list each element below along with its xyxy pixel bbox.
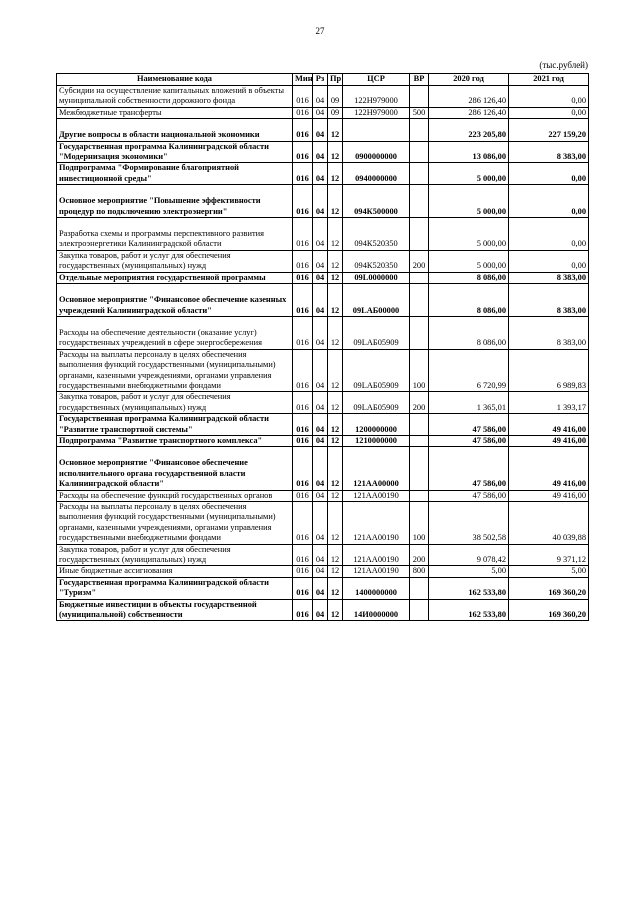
table-row: [57, 392, 589, 414]
cell-vr: [410, 185, 429, 218]
cell-vr: 500: [410, 107, 429, 118]
cell-2021: 49 416,00: [509, 435, 589, 446]
cell-2021: 5,00: [509, 566, 589, 577]
cell-name: Бюджетные инвестиции в объекты государственной (муниципальной) собственности: [57, 599, 293, 621]
table-row: [57, 218, 589, 251]
cell-name: Государственная программа Калининградской области "Модернизация экономики": [57, 141, 293, 163]
cell-csr: 09LАБ05909: [343, 316, 410, 349]
cell-2020: 8 086,00: [429, 316, 509, 349]
cell-min: 016: [293, 316, 313, 349]
table-row: [57, 119, 589, 141]
cell-min: 016: [293, 86, 313, 108]
cell-2020: 162 533,80: [429, 599, 509, 621]
cell-min: 016: [293, 447, 313, 490]
cell-vr: 100: [410, 349, 429, 392]
cell-vr: [410, 272, 429, 283]
cell-pr: 12: [328, 185, 343, 218]
cell-min: 016: [293, 141, 313, 163]
cell-pr: 12: [328, 577, 343, 599]
cell-rz: 04: [313, 349, 328, 392]
cell-pr: 12: [328, 447, 343, 490]
header-min: Мин: [293, 74, 313, 86]
cell-min: 016: [293, 502, 313, 545]
cell-csr: 094К500000: [343, 185, 410, 218]
cell-2020: 13 086,00: [429, 141, 509, 163]
table-row: [57, 316, 589, 349]
cell-pr: 12: [328, 163, 343, 185]
budget-table: [56, 73, 589, 621]
cell-vr: [410, 119, 429, 141]
table-row: [57, 284, 589, 317]
cell-name: Закупка товаров, работ и услуг для обеспечения государственных (муниципальных) нужд: [57, 250, 293, 272]
cell-csr: [343, 119, 410, 141]
cell-2021: 49 416,00: [509, 490, 589, 501]
cell-min: 016: [293, 284, 313, 317]
cell-min: 016: [293, 349, 313, 392]
cell-2021: 0,00: [509, 86, 589, 108]
cell-rz: 04: [313, 86, 328, 108]
cell-pr: 12: [328, 316, 343, 349]
cell-2020: 1 365,01: [429, 392, 509, 414]
cell-name: Основное мероприятие "Финансовое обеспечение исполнительного органа государственной власти Калининградской области": [57, 447, 293, 490]
cell-2020: 5 000,00: [429, 163, 509, 185]
table-row: [57, 185, 589, 218]
cell-name: Расходы на обеспечение функций государственных органов: [57, 490, 293, 501]
cell-vr: [410, 284, 429, 317]
table-row: [57, 414, 589, 436]
cell-name: Государственная программа Калининградской области "Туризм": [57, 577, 293, 599]
table-row: [57, 502, 589, 545]
cell-2020: 5 000,00: [429, 185, 509, 218]
cell-2021: 169 360,20: [509, 577, 589, 599]
cell-name: Основное мероприятие "Финансовое обеспечение казенных учреждений Калининградской области": [57, 284, 293, 317]
cell-vr: [410, 577, 429, 599]
cell-2021: 9 371,12: [509, 544, 589, 566]
cell-rz: 04: [313, 250, 328, 272]
cell-2020: 223 205,80: [429, 119, 509, 141]
cell-rz: 04: [313, 119, 328, 141]
page-number: 27: [315, 26, 325, 36]
cell-csr: 09LАБ05909: [343, 349, 410, 392]
cell-vr: 200: [410, 392, 429, 414]
table-row: [57, 107, 589, 118]
cell-csr: 121АА00000: [343, 447, 410, 490]
header-2021: 2021 год: [509, 74, 589, 86]
cell-min: 016: [293, 119, 313, 141]
cell-pr: 12: [328, 566, 343, 577]
cell-vr: [410, 163, 429, 185]
cell-2021: 227 159,20: [509, 119, 589, 141]
cell-rz: 04: [313, 447, 328, 490]
cell-vr: 800: [410, 566, 429, 577]
cell-2020: 5,00: [429, 566, 509, 577]
table-row: [57, 544, 589, 566]
cell-vr: [410, 435, 429, 446]
cell-pr: 12: [328, 435, 343, 446]
cell-min: 016: [293, 414, 313, 436]
cell-2020: 38 502,58: [429, 502, 509, 545]
cell-min: 016: [293, 599, 313, 621]
cell-csr: 14И0000000: [343, 599, 410, 621]
cell-pr: 12: [328, 284, 343, 317]
cell-rz: 04: [313, 577, 328, 599]
cell-rz: 04: [313, 544, 328, 566]
cell-name: Подпрограмма "Развитие транспортного комплекса": [57, 435, 293, 446]
cell-rz: 04: [313, 566, 328, 577]
cell-csr: 121АА00190: [343, 490, 410, 501]
cell-2020: 5 000,00: [429, 218, 509, 251]
cell-vr: [410, 599, 429, 621]
cell-rz: 04: [313, 218, 328, 251]
cell-csr: 122Н979000: [343, 86, 410, 108]
cell-csr: 1200000000: [343, 414, 410, 436]
cell-2021: 8 383,00: [509, 141, 589, 163]
cell-2020: 9 078,42: [429, 544, 509, 566]
cell-min: 016: [293, 577, 313, 599]
cell-vr: 200: [410, 250, 429, 272]
cell-2020: 8 086,00: [429, 284, 509, 317]
table-row: [57, 490, 589, 501]
header-name: Наименование кода: [57, 74, 293, 86]
cell-csr: 1400000000: [343, 577, 410, 599]
cell-name: Межбюджетные трансферты: [57, 107, 293, 118]
cell-pr: 12: [328, 414, 343, 436]
cell-2021: 0,00: [509, 163, 589, 185]
cell-2021: 0,00: [509, 250, 589, 272]
cell-csr: 122Н979000: [343, 107, 410, 118]
cell-pr: 12: [328, 218, 343, 251]
cell-pr: 12: [328, 544, 343, 566]
units-label: (тыс.рублей): [539, 60, 588, 70]
header-csr: ЦСР: [343, 74, 410, 86]
table-row: [57, 86, 589, 108]
cell-min: 016: [293, 107, 313, 118]
cell-csr: 121АА00190: [343, 566, 410, 577]
cell-pr: 12: [328, 141, 343, 163]
cell-2021: 49 416,00: [509, 447, 589, 490]
cell-name: Расходы на выплаты персоналу в целях обеспечения выполнения функций государственными (муниципальными) органами, казенными учреждениями, органами управления государственными внебюджетными фондами: [57, 502, 293, 545]
cell-2020: 6 720,99: [429, 349, 509, 392]
cell-name: Подпрограмма "Формирование благоприятной инвестиционной среды": [57, 163, 293, 185]
cell-name: Иные бюджетные ассигнования: [57, 566, 293, 577]
cell-rz: 04: [313, 185, 328, 218]
cell-rz: 04: [313, 435, 328, 446]
cell-2020: 5 000,00: [429, 250, 509, 272]
cell-pr: 09: [328, 107, 343, 118]
cell-min: 016: [293, 392, 313, 414]
cell-name: Субсидии на осуществление капитальных вложений в объекты муниципальной собственности дорожного фонда: [57, 86, 293, 108]
header-2020: 2020 год: [429, 74, 509, 86]
cell-2021: 0,00: [509, 185, 589, 218]
cell-rz: 04: [313, 502, 328, 545]
table-row: [57, 349, 589, 392]
cell-2020: 47 586,00: [429, 414, 509, 436]
cell-name: Закупка товаров, работ и услуг для обеспечения государственных (муниципальных) нужд: [57, 544, 293, 566]
cell-2020: 8 086,00: [429, 272, 509, 283]
cell-vr: [410, 447, 429, 490]
cell-rz: 04: [313, 107, 328, 118]
table-row: [57, 435, 589, 446]
cell-2021: 1 393,17: [509, 392, 589, 414]
cell-name: Отдельные мероприятия государственной программы: [57, 272, 293, 283]
table-row: [57, 272, 589, 283]
table-row: [57, 577, 589, 599]
header-vr: ВР: [410, 74, 429, 86]
table-header-row: [57, 74, 589, 86]
cell-min: 016: [293, 250, 313, 272]
cell-2020: 47 586,00: [429, 447, 509, 490]
cell-min: 016: [293, 185, 313, 218]
cell-2020: 47 586,00: [429, 435, 509, 446]
cell-2021: 0,00: [509, 218, 589, 251]
cell-pr: 12: [328, 272, 343, 283]
cell-name: Расходы на выплаты персоналу в целях обеспечения выполнения функций государственными (муниципальными) органами, казенными учреждениями, органами управления государственными внебюджетными фондами: [57, 349, 293, 392]
table-row: [57, 447, 589, 490]
cell-rz: 04: [313, 316, 328, 349]
cell-2020: 162 533,80: [429, 577, 509, 599]
cell-name: Другие вопросы в области национальной экономики: [57, 119, 293, 141]
cell-csr: 09LАБ00000: [343, 284, 410, 317]
cell-2021: 8 383,00: [509, 284, 589, 317]
cell-csr: 094К520350: [343, 218, 410, 251]
cell-pr: 12: [328, 250, 343, 272]
cell-2021: 49 416,00: [509, 414, 589, 436]
cell-pr: 12: [328, 392, 343, 414]
cell-pr: 12: [328, 599, 343, 621]
cell-name: Государственная программа Калининградской области "Развитие транспортной системы": [57, 414, 293, 436]
cell-pr: 09: [328, 86, 343, 108]
table-row: [57, 141, 589, 163]
cell-rz: 04: [313, 414, 328, 436]
cell-rz: 04: [313, 599, 328, 621]
cell-vr: [410, 414, 429, 436]
cell-min: 016: [293, 218, 313, 251]
cell-pr: 12: [328, 490, 343, 501]
cell-vr: [410, 218, 429, 251]
cell-2020: 286 126,40: [429, 86, 509, 108]
cell-pr: 12: [328, 119, 343, 141]
cell-csr: 09L0000000: [343, 272, 410, 283]
cell-2021: 0,00: [509, 107, 589, 118]
cell-vr: [410, 86, 429, 108]
cell-min: 016: [293, 272, 313, 283]
cell-vr: [410, 141, 429, 163]
cell-2020: 47 586,00: [429, 490, 509, 501]
cell-min: 016: [293, 163, 313, 185]
cell-csr: 0940000000: [343, 163, 410, 185]
cell-2021: 6 989,83: [509, 349, 589, 392]
cell-name: Расходы на обеспечение деятельности (оказание услуг) государственных учреждений в сфере энергосбережения: [57, 316, 293, 349]
cell-name: Разработка схемы и программы перспективного развития электроэнергетики Калининградской области: [57, 218, 293, 251]
cell-rz: 04: [313, 490, 328, 501]
cell-name: Закупка товаров, работ и услуг для обеспечения государственных (муниципальных) нужд: [57, 392, 293, 414]
cell-2021: 8 383,00: [509, 272, 589, 283]
cell-vr: 100: [410, 502, 429, 545]
cell-vr: [410, 316, 429, 349]
cell-min: 016: [293, 490, 313, 501]
cell-min: 016: [293, 544, 313, 566]
table-row: [57, 599, 589, 621]
table-row: [57, 163, 589, 185]
cell-rz: 04: [313, 141, 328, 163]
cell-min: 016: [293, 435, 313, 446]
cell-csr: 121АА00190: [343, 502, 410, 545]
cell-rz: 04: [313, 284, 328, 317]
cell-pr: 12: [328, 349, 343, 392]
cell-vr: [410, 490, 429, 501]
table-row: [57, 250, 589, 272]
cell-rz: 04: [313, 392, 328, 414]
cell-pr: 12: [328, 502, 343, 545]
cell-csr: 09LАБ05909: [343, 392, 410, 414]
cell-2020: 286 126,40: [429, 107, 509, 118]
cell-rz: 04: [313, 163, 328, 185]
table-row: [57, 566, 589, 577]
cell-2021: 169 360,20: [509, 599, 589, 621]
header-rz: Рз: [313, 74, 328, 86]
cell-name: Основное мероприятие "Повышение эффективности процедур по подключению электроэнергии": [57, 185, 293, 218]
cell-2021: 8 383,00: [509, 316, 589, 349]
cell-2021: 40 039,88: [509, 502, 589, 545]
cell-csr: 1210000000: [343, 435, 410, 446]
cell-csr: 121АА00190: [343, 544, 410, 566]
cell-csr: 094К520350: [343, 250, 410, 272]
cell-csr: 0900000000: [343, 141, 410, 163]
cell-rz: 04: [313, 272, 328, 283]
header-pr: Пр: [328, 74, 343, 86]
cell-vr: 200: [410, 544, 429, 566]
cell-min: 016: [293, 566, 313, 577]
